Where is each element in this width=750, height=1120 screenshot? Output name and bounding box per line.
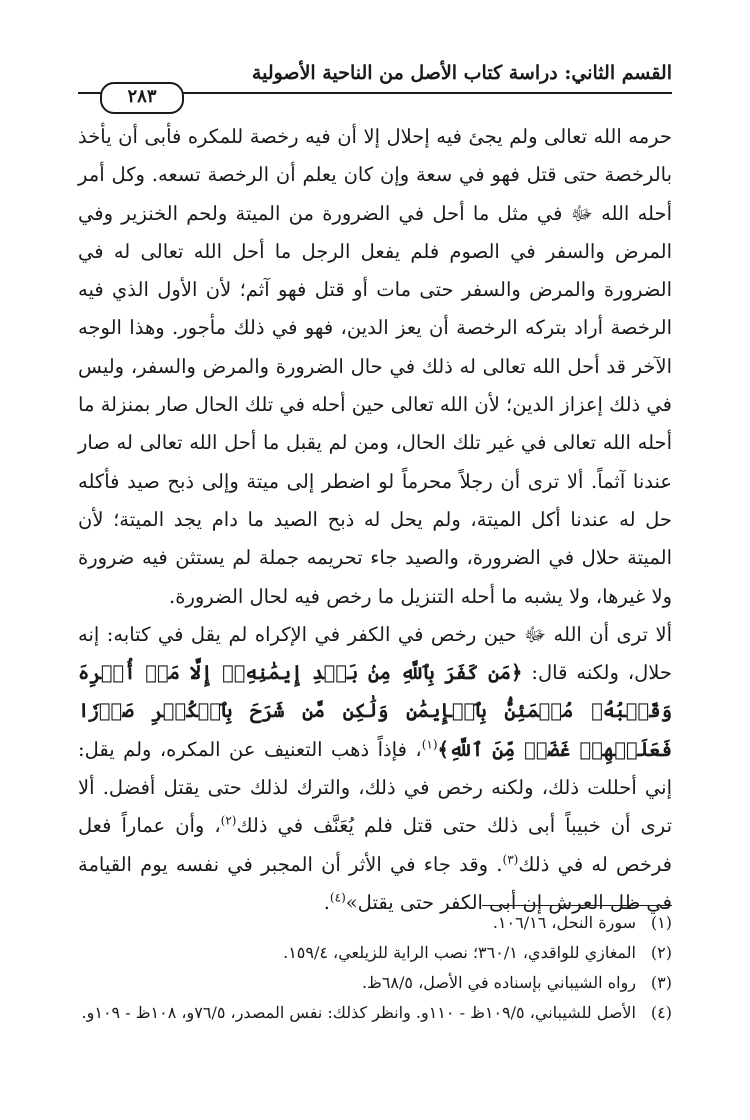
footnote-rule bbox=[482, 905, 672, 906]
paragraph-1: حرمه الله تعالى ولم يجئ فيه إحلال إلا أن فيه رخصة للمكره فأبى أن يأخذ بالرخصة حتى قتل فهو في سعة وإن كان يعلم أن الرخصة تسعه. وكل أمر أحله الله ﷻ في مثل ما أحل في الضرورة من الميتة ولحم الخنزير وفي المرض والسفر في الصوم فلم يفعل الرجل ما أحل الله تعالى له في الضرورة والمرض والسفر حتى مات أو قتل فهو آثم؛ لأن الأول الذي فيه الرخصة أراد بتركه الرخصة أن يعز الدين، فهو في ذلك مأجور. وهذا الوجه الآخر قد أحل الله تعالى له ذلك في حال الضرورة والمرض والسفر، وليس في ذلك إعزاز الدين؛ لأن الله تعالى حين أحله في تلك الحال صار بمنزلة ما أحله الله تعالى في غير تلك الحال، ومن لم يقبل ما أحل الله تعالى له صار عندنا آثماً. ألا ترى أن رجلاً محرماً لو اضطر إلى ميتة وإلى ذبح صيد فأكله حل له عندنا أكل الميتة، ولم يحل له ذبح الصيد ما دام يجد الميتة؛ لأن الميتة حلال في الضرورة، والصيد جاء تحريمه جملة لم يستثن فيه ضرورة ولا غيرها، ولا يشبه ما أحله التنزيل ما رخص فيه لحال الضرورة. bbox=[78, 125, 673, 608]
paragraph-2-period: . bbox=[323, 890, 330, 914]
footnote-item bbox=[78, 968, 672, 998]
footnote-text: المغازي للواقدي، ٣٦٠/١؛ نصب الراية للزيلعي، ١٥٩/٤. bbox=[283, 943, 636, 962]
paragraph-2 bbox=[78, 616, 672, 922]
footnote-ref-3[interactable]: (٣) bbox=[502, 852, 519, 867]
footnote-ref-2[interactable]: (٢) bbox=[220, 813, 237, 828]
footnote-item bbox=[78, 938, 672, 968]
footnote-item bbox=[78, 908, 672, 938]
footnote-number: (١) bbox=[650, 913, 672, 932]
footnote-number: (٣) bbox=[650, 973, 672, 992]
footnote-ref-1[interactable]: (١) bbox=[421, 737, 438, 752]
footnote-number: (٢) bbox=[650, 943, 672, 962]
section-title: القسم الثاني: دراسة كتاب الأصل من الناحية الأصولية bbox=[251, 62, 672, 84]
paragraph-2-lead: ألا ترى أن الله ﷻ حين رخص في الكفر في الإكراه لم يقل في كتابه: إنه حلال، ولكنه قال: bbox=[78, 622, 672, 685]
footnote-ref-4[interactable]: (٤) bbox=[329, 890, 346, 905]
footnote-text: سورة النحل، ١٠٦/١٦. bbox=[492, 913, 636, 932]
paragraph-2-middle: ، فإذاً ذهب التعنيف عن المكره، ولم يقل: إني أحللت ذلك، ولكنه رخص في ذلك، والترك لذلك حتى يقتل أفضل. ألا ترى أن خبيباً أبى ذلك حتى قتل فلم يُعَنَّف في ذلك bbox=[78, 737, 672, 838]
footnote-text: رواه الشيباني بإسناده في الأصل، ٦٨/٥ظ. bbox=[361, 973, 636, 992]
page-number: ٢٨٣ bbox=[100, 82, 184, 114]
footnote-number: (٤) bbox=[650, 1003, 672, 1022]
quran-verse: ﴿مَن كَفَرَ بِٱللَّهِ مِنۢ بَعۡدِ إِيمَٰنِهِۦٓ إِلَّا مَنۡ أُكۡرِهَ وَقَلۡبُهُۥ مُطۡمَئِنُّۢ بِٱلۡإِيمَٰنِ وَلَٰكِن مَّن شَرَحَ بِٱلۡكُفۡرِ صَدۡرٗا فَعَلَيۡهِمۡ غَضَبٞ مِّنَ ٱللَّهِ﴾ bbox=[78, 661, 672, 761]
footnotes bbox=[78, 908, 672, 1028]
main-text bbox=[78, 118, 672, 922]
footnote-item bbox=[78, 998, 672, 1028]
paragraph-2-end: . وقد جاء في الأثر أن المجبر في نفسه يوم القيامة في ظل العرش إن أبى الكفر حتى يقتل» bbox=[78, 852, 672, 914]
running-header bbox=[78, 62, 672, 107]
paragraph-2-ammar: ، وأن عماراً فعل فرخص له في ذلك bbox=[78, 814, 672, 876]
footnote-text: الأصل للشيباني، ١٠٩/٥ظ - ١١٠و. وانظر كذلك: نفس المصدر، ٧٦/٥و، ١٠٨ظ - ١٠٩و. bbox=[81, 1003, 636, 1022]
